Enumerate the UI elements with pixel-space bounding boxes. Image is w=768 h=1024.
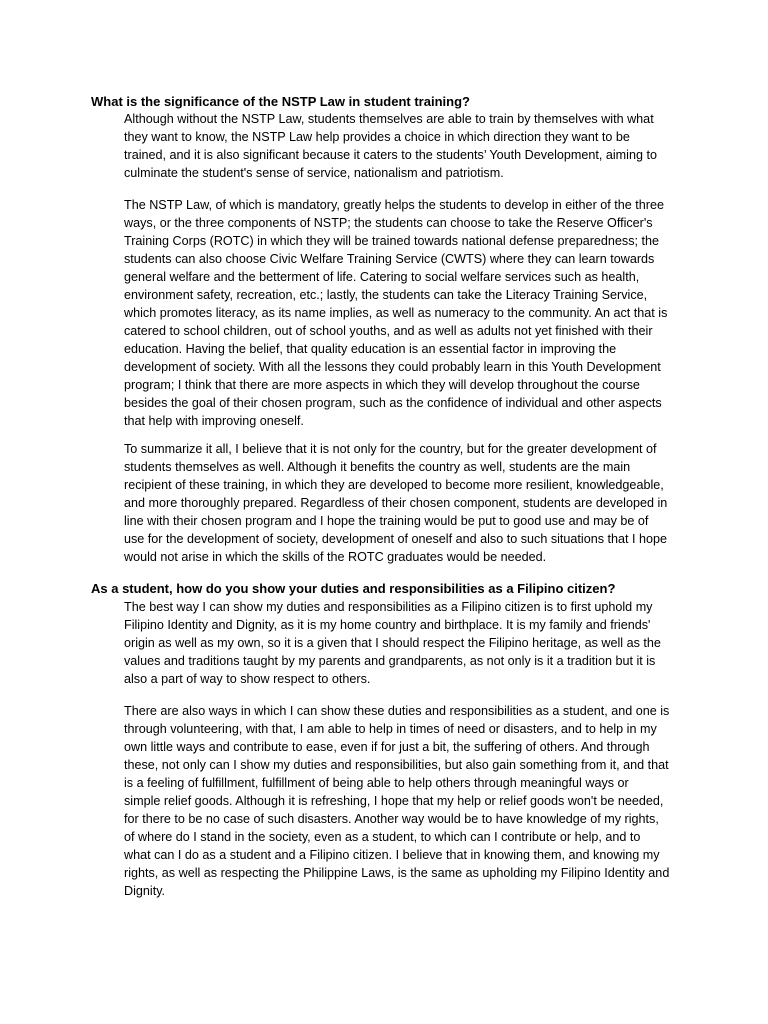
- text-line: they want to know, the NSTP Law help provides a choice in which direction they want to be: [124, 130, 630, 144]
- text-line: that help with improving oneself.: [124, 414, 304, 428]
- text-line: Training Corps (ROTC) in which they will be trained towards national defense preparedness; the: [124, 234, 660, 248]
- section-heading-nstp-significance: What is the significance of the NSTP Law in student training?: [91, 94, 470, 109]
- text-line: There are also ways in which I can show these duties and responsibilities as a student, and one is: [124, 704, 670, 718]
- text-line: development of society. With all the lessons they could probably learn in this Youth Development: [124, 360, 661, 374]
- text-line: recipient of these training, in which they are developed to become more resilient, knowledgeable,: [124, 478, 664, 492]
- text-line: rights, as well as respecting the Philippine Laws, is the same as upholding my Filipino Identity and: [124, 866, 670, 880]
- text-line: also a part of way to show respect to others.: [124, 672, 371, 686]
- text-line: students themselves as well. Although it benefits the country as well, students are the main: [124, 460, 631, 474]
- text-line: use for the development of society, development of oneself and also to such situations that I hope: [124, 532, 668, 546]
- text-line: ways, or the three components of NSTP; the students can choose to take the Reserve Officer's: [124, 216, 653, 230]
- text-line: origin as well as my own, so it is a given that I should respect the Filipino heritage, as well as the: [124, 636, 661, 650]
- text-line: environment safety, recreation, etc.; lastly, the students can take the Literacy Training Service,: [124, 288, 648, 302]
- text-line: what can I do as a student and a Filipino citizen. I believe that in knowing them, and knowing my: [124, 848, 660, 862]
- text-line: students can also choose Civic Welfare Training Service (CWTS) where they can learn towards: [124, 252, 655, 266]
- text-line: Filipino Identity and Dignity, as it is my home country and birthplace. It is my family and friends': [124, 618, 651, 632]
- text-line: Although without the NSTP Law, students themselves are able to train by themselves with what: [124, 112, 654, 126]
- text-line: of where do I stand in the society, even as a student, to which can I contribute or help, and to: [124, 830, 641, 844]
- text-line: trained, and it is also significant because it caters to the students’ Youth Development, aiming to: [124, 148, 657, 162]
- paragraph-nstp-components: [124, 196, 684, 430]
- paragraph-student-volunteering: [124, 702, 684, 900]
- text-line: would not arise in which the skills of the ROTC graduates would be needed.: [124, 550, 547, 564]
- text-line: these, not only can I show my duties and responsibilities, but also gain something from it, and that: [124, 758, 669, 772]
- text-line: besides the goal of their chosen program, such as the confidence of individual and other aspects: [124, 396, 662, 410]
- text-line: Dignity.: [124, 884, 166, 898]
- text-line: The NSTP Law, of which is mandatory, greatly helps the students to develop in either of the three: [124, 198, 664, 212]
- text-line: for there to be no case of such disasters. Another way would be to have knowledge of my rights,: [124, 812, 659, 826]
- text-line: and more thoroughly prepared. Regardless of their chosen component, students are developed in: [124, 496, 668, 510]
- paragraph-nstp-intro: [124, 110, 684, 182]
- text-line: catered to school children, out of school youths, and as well as adults not yet finished with their: [124, 324, 653, 338]
- text-line: line with their chosen program and I hope the training would be put to good use and may be of: [124, 514, 649, 528]
- text-line: through volunteering, with that, I am able to help in times of need or disasters, and to help in my: [124, 722, 657, 736]
- text-line: which promotes literacy, as its name implies, as well as numeracy to the community. An act that is: [124, 306, 668, 320]
- text-line: To summarize it all, I believe that it is not only for the country, but for the greater development of: [124, 442, 657, 456]
- paragraph-nstp-summary: [124, 440, 684, 566]
- text-line: is a feeling of fulfillment, fulfillment of being able to help others through meaningful ways or: [124, 776, 629, 790]
- section-heading-filipino-duties: As a student, how do you show your duties and responsibilities as a Filipino citizen?: [91, 581, 616, 596]
- text-line: The best way I can show my duties and responsibilities as a Filipino citizen is to first uphold my: [124, 600, 653, 614]
- text-line: culminate the student's sense of service, nationalism and patriotism.: [124, 166, 504, 180]
- text-line: program; I think that there are more aspects in which they will develop throughout the course: [124, 378, 640, 392]
- text-line: education. Having the belief, that quality education is an essential factor in improving the: [124, 342, 617, 356]
- text-line: own little ways and contribute to ease, even if for just a bit, the suffering of others. And through: [124, 740, 650, 754]
- text-line: simple relief goods. Although it is refreshing, I hope that my help or relief goods won't be needed,: [124, 794, 664, 808]
- text-line: values and traditions taught by my parents and grandparents, as not only is it a tradition but it is: [124, 654, 656, 668]
- paragraph-filipino-identity: [124, 598, 684, 688]
- text-line: general welfare and the betterment of life. Catering to social welfare services such as health,: [124, 270, 640, 284]
